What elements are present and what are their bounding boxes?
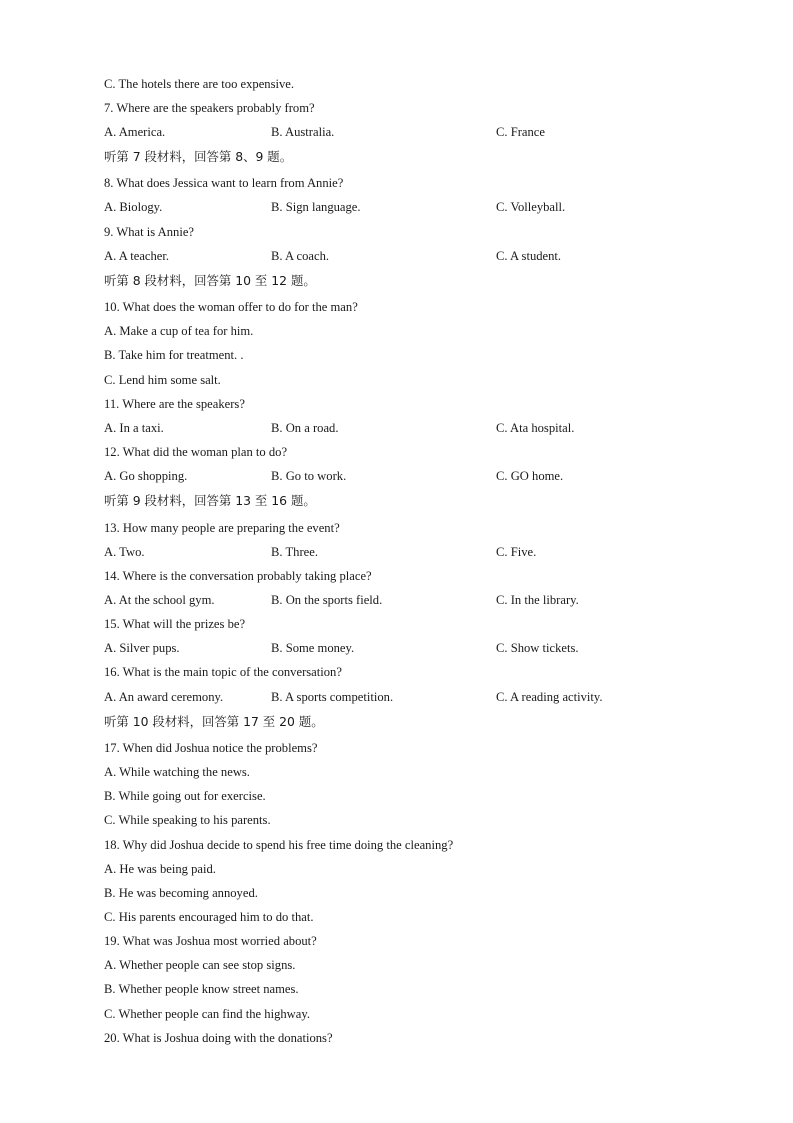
option-b: B. Sign language.: [271, 200, 361, 214]
question-text: 14. Where is the conversation probably taking place?: [104, 569, 372, 583]
section-heading: 听第 7 段材料，回答第 8、9 题。: [104, 149, 293, 164]
option-a: A. An award ceremony.: [104, 690, 224, 704]
question-text: 20. What is Joshua doing with the donations?: [104, 1031, 333, 1045]
question-text: 7. Where are the speakers probably from?: [104, 101, 315, 115]
option-c: C. France: [496, 125, 545, 139]
answer-option: A. While watching the news.: [104, 765, 250, 779]
question-text: 13. How many people are preparing the event?: [104, 521, 340, 535]
option-a: A. At the school gym.: [104, 593, 215, 607]
question-text: 10. What does the woman offer to do for the man?: [104, 300, 358, 314]
answer-option: B. Whether people know street names.: [104, 982, 299, 996]
option-b: B. On a road.: [271, 421, 339, 435]
question-text: 8. What does Jessica want to learn from Annie?: [104, 176, 344, 190]
answer-options-row: [104, 418, 704, 438]
answer-options-row: [104, 246, 704, 266]
option-c: C. In the library.: [496, 593, 579, 607]
answer-option: C. While speaking to his parents.: [104, 813, 271, 827]
answer-option: B. While going out for exercise.: [104, 789, 266, 803]
question-text: 19. What was Joshua most worried about?: [104, 934, 317, 948]
option-c: C. Five.: [496, 545, 537, 559]
option-a: A. Two.: [104, 545, 145, 559]
question-text: 17. When did Joshua notice the problems?: [104, 741, 318, 755]
answer-option: B. He was becoming annoyed.: [104, 886, 258, 900]
option-c: C. A student.: [496, 249, 562, 263]
answer-option: A. Whether people can see stop signs.: [104, 958, 296, 972]
option-b: B. Australia.: [271, 125, 335, 139]
answer-options-row: [104, 466, 704, 486]
answer-options-row: [104, 122, 704, 142]
answer-option: B. Take him for treatment. .: [104, 348, 244, 362]
option-a: A. A teacher.: [104, 249, 170, 263]
answer-option: C. His parents encouraged him to do that.: [104, 910, 314, 924]
answer-option: C. Lend him some salt.: [104, 373, 221, 387]
option-a: A. In a taxi.: [104, 421, 164, 435]
option-b: B. A sports competition.: [271, 690, 394, 704]
answer-options-row: [104, 197, 704, 217]
option-c: C. Ata hospital.: [496, 421, 575, 435]
option-b: B. Some money.: [271, 641, 355, 655]
section-heading: 听第 9 段材料，回答第 13 至 16 题。: [104, 493, 316, 508]
answer-options-row: [104, 542, 704, 562]
option-a: A. Silver pups.: [104, 641, 180, 655]
answer-options-row: [104, 590, 704, 610]
question-text: 12. What did the woman plan to do?: [104, 445, 288, 459]
question-text: 9. What is Annie?: [104, 225, 195, 239]
option-c: C. Show tickets.: [496, 641, 579, 655]
question-text: 18. Why did Joshua decide to spend his free time doing the cleaning?: [104, 838, 454, 852]
answer-option: C. Whether people can find the highway.: [104, 1007, 310, 1021]
answer-option: A. Make a cup of tea for him.: [104, 324, 254, 338]
question-text: 11. Where are the speakers?: [104, 397, 245, 411]
question-text: 16. What is the main topic of the conversation?: [104, 665, 342, 679]
option-b: B. A coach.: [271, 249, 330, 263]
answer-options-row: [104, 687, 704, 707]
question-text: 15. What will the prizes be?: [104, 617, 246, 631]
option-a: A. Go shopping.: [104, 469, 188, 483]
option-b: B. Go to work.: [271, 469, 347, 483]
option-a: A. Biology.: [104, 200, 163, 214]
option-c: C. GO home.: [496, 469, 564, 483]
section-heading: 听第 10 段材料，回答第 17 至 20 题。: [104, 714, 324, 729]
answer-option: A. He was being paid.: [104, 862, 216, 876]
section-heading: 听第 8 段材料，回答第 10 至 12 题。: [104, 273, 316, 288]
option-c: C. A reading activity.: [496, 690, 603, 704]
answer-options-row: [104, 638, 704, 658]
option-b: B. On the sports field.: [271, 593, 383, 607]
answer-option: C. The hotels there are too expensive.: [104, 77, 295, 91]
option-a: A. America.: [104, 125, 166, 139]
option-b: B. Three.: [271, 545, 318, 559]
option-c: C. Volleyball.: [496, 200, 566, 214]
